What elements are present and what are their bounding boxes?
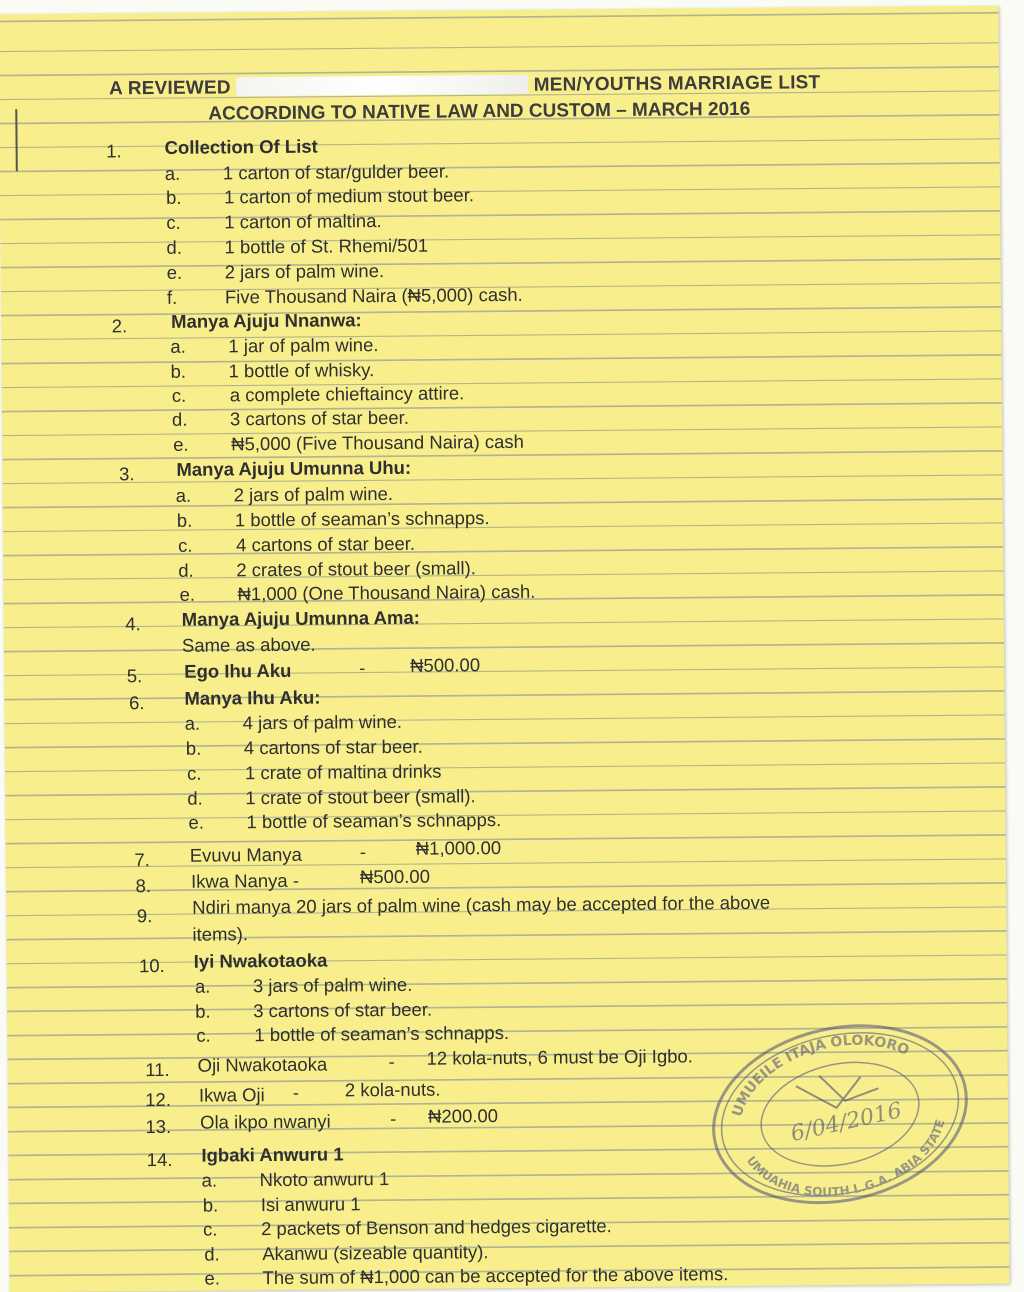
section-amount: 12 kola-nuts, 6 must be Oji Igbo.	[426, 1045, 693, 1069]
section-title: Evuvu Manya	[189, 843, 302, 866]
list-item: a. Nkoto anwuru 1	[201, 1168, 390, 1191]
section-number: 1.	[106, 140, 122, 162]
section-title: Collection Of List	[164, 135, 318, 158]
section-title: Oji Nwakotaoka	[197, 1053, 328, 1076]
section-title: Ndiri manya 20 jars of palm wine (cash may be accepted for the above	[192, 891, 771, 918]
list-item: b. 3 cartons of star beer.	[195, 998, 433, 1022]
section-number: 10.	[138, 954, 165, 977]
list-item: e. The sum of ₦1,000 can be accepted for the above items.	[204, 1263, 729, 1289]
list-item: e. 1 bottle of seaman’s schnapps.	[188, 809, 502, 833]
section-title: Ikwa Nanya -	[190, 869, 300, 892]
separator-dash: -	[292, 1081, 300, 1103]
list-item: b. 1 carton of medium stout beer.	[165, 184, 475, 208]
list-item: c. a complete chieftaincy attire.	[171, 382, 465, 406]
list-item: d. 3 cartons of star beer.	[171, 406, 410, 430]
section-number: 13.	[145, 1115, 172, 1138]
section-title: Ikwa Oji	[198, 1084, 265, 1106]
section-number: 14.	[146, 1148, 173, 1171]
section-number: 8.	[135, 875, 152, 897]
list-item: c. 2 packets of Benson and hedges cigarette.	[202, 1215, 612, 1240]
separator-dash: -	[359, 841, 367, 863]
title-line-2: ACCORDING TO NATIVE LAW AND CUSTOM – MARCH 2016	[208, 98, 751, 125]
list-item: c. 1 bottle of seaman’s schnapps.	[196, 1021, 510, 1046]
document-page	[0, 6, 1010, 1292]
stamp-top-text: UMUEILE ITAJA OLOKORO	[729, 1032, 912, 1119]
section-number: 12.	[145, 1088, 172, 1111]
section-number: 6.	[128, 692, 145, 714]
section-title: Ego Ihu Aku	[184, 659, 292, 682]
section-title: Iyi Nwakotaoka	[193, 949, 328, 972]
section-number: 5.	[126, 665, 143, 687]
list-item: e. 2 jars of palm wine.	[166, 260, 385, 283]
list-item: f. Five Thousand Naira (₦5,000) cash.	[166, 283, 523, 308]
list-item: d. 1 crate of stout beer (small).	[187, 785, 476, 809]
title-start: A REVIEWED	[109, 77, 231, 100]
list-item: a. 2 jars of palm wine.	[175, 482, 394, 506]
section-continuation: items).	[192, 923, 249, 945]
section-number: 3.	[118, 463, 135, 485]
list-item: e. ₦1,000 (One Thousand Naira) cash.	[179, 580, 536, 605]
list-item: d. 1 bottle of St. Rhemi/501	[166, 234, 429, 258]
section-note: Same as above.	[181, 633, 316, 656]
section-amount: 2 kola-nuts.	[344, 1078, 441, 1101]
list-item: e. ₦5,000 (Five Thousand Naira) cash	[173, 430, 525, 455]
margin-mark	[15, 109, 18, 171]
section-number: 7.	[134, 849, 150, 871]
list-item: b. Isi anwuru 1	[202, 1193, 361, 1216]
section-number: 11.	[145, 1058, 170, 1081]
separator-dash: -	[359, 657, 366, 679]
section-title: Igbaki Anwuru 1	[201, 1143, 344, 1166]
list-item: c. 1 carton of maltina.	[166, 210, 382, 233]
list-item: b. 1 bottle of seaman’s schnapps.	[176, 507, 490, 531]
section-amount: ₦1,000.00	[415, 837, 502, 859]
list-item: a. 1 carton of star/gulder beer.	[164, 160, 450, 184]
redacted-text	[236, 75, 528, 97]
section-title: Ola ikpo nwanyi	[200, 1110, 331, 1133]
list-item: a. 1 jar of palm wine.	[170, 334, 379, 357]
section-amount: ₦500.00	[359, 865, 431, 888]
section-title: Manya Ajuju Nnanwa:	[171, 309, 362, 332]
list-item: c. 4 cartons of star beer.	[177, 532, 416, 556]
section-number: 9.	[136, 905, 153, 927]
title-end: MEN/YOUTHS MARRIAGE LIST	[533, 72, 821, 96]
section-number: 2.	[111, 315, 128, 337]
list-item: b. 4 cartons of star beer.	[185, 735, 423, 759]
list-item: d. 2 crates of stout beer (small).	[178, 557, 476, 581]
list-item: d. Akanwu (sizeable quantity).	[204, 1241, 489, 1265]
list-item: b. 1 bottle of whisky.	[170, 359, 375, 382]
stamp-bottom-text: UMUAHIA SOUTH L.G.A. ABIA STATE	[743, 1117, 948, 1200]
list-item: c. 1 crate of maltina drinks	[186, 760, 442, 784]
separator-dash: -	[390, 1107, 397, 1130]
section-title: Manya Ajuju Umunna Uhu:	[176, 456, 412, 480]
stamp-date: 6/04/2016	[788, 1098, 905, 1147]
list-item: a. 4 jars of palm wine.	[184, 710, 403, 734]
official-stamp	[691, 996, 990, 1234]
separator-dash: -	[388, 1050, 395, 1073]
list-item: a. 3 jars of palm wine.	[194, 973, 413, 997]
section-title: Manya Ihu Aku:	[184, 686, 321, 709]
section-amount: ₦200.00	[427, 1105, 499, 1127]
section-title: Manya Ajuju Umunna Ama:	[181, 606, 420, 630]
document-title	[109, 70, 869, 129]
section-amount: ₦500.00	[410, 654, 481, 676]
section-number: 4.	[125, 613, 141, 635]
